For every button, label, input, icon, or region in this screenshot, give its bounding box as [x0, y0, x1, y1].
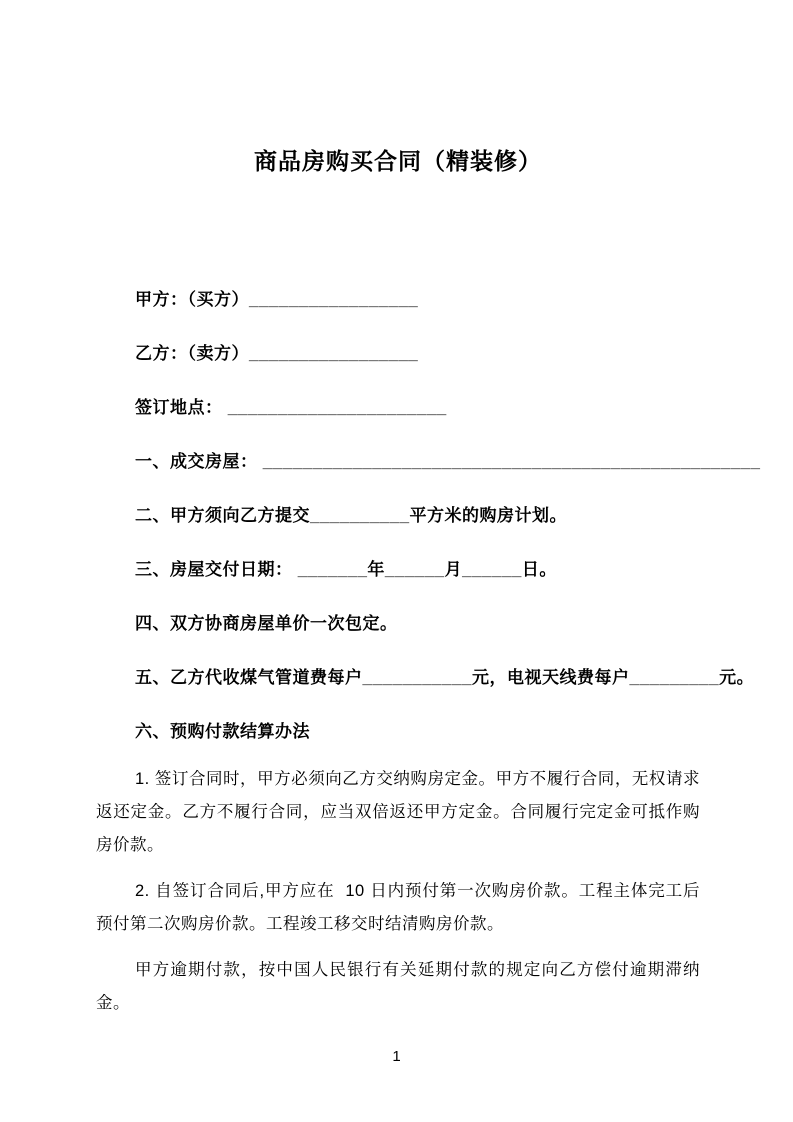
field-party-a-buyer: 甲方：（买方）_________________ — [135, 290, 419, 309]
document-title: 商品房购买合同（精装修） — [254, 148, 542, 174]
clause-3-delivery-date: 三、房屋交付日期： _______年______月______日。 — [135, 560, 557, 579]
clause-4-unit-price-fixed: 四、双方协商房屋单价一次包定。 — [135, 614, 398, 633]
paragraph-payment-term-1: 1. 签订合同时，甲方必须向乙方交纳购房定金。甲方不履行合同，无权请求返还定金。乙方不履行合同，应当双倍返还甲方定金。合同履行完定金可抵作购房价款。 — [96, 770, 700, 854]
clause-2-purchase-plan-area: 二、甲方须向乙方提交__________平方米的购房计划。 — [135, 506, 568, 525]
field-party-b-seller: 乙方：（卖方）_________________ — [135, 344, 419, 363]
field-signing-place: 签订地点： ______________________ — [135, 398, 447, 417]
contract-header-fields — [96, 289, 761, 743]
clause-5-gas-tv-fees: 五、乙方代收煤气管道费每户___________元，电视天线费每户_________元。 — [135, 668, 755, 687]
paragraph-late-payment-penalty: 甲方逾期付款，按中国人民银行有关延期付款的规定向乙方偿付逾期滞纳金。 — [96, 961, 700, 1012]
page-number: 1 — [392, 1048, 401, 1065]
clause-6-payment-settlement-heading: 六、预购付款结算办法 — [135, 722, 310, 741]
paragraph-payment-term-2: 2. 自签订合同后,甲方应在 10 日内预付第一次购房价款。工程主体完工后预付第二次购房价款。工程竣工移交时结清购房价款。 — [96, 882, 700, 933]
clause-1-house-sold: 一、成交房屋： __________________________________________________ — [135, 452, 761, 471]
